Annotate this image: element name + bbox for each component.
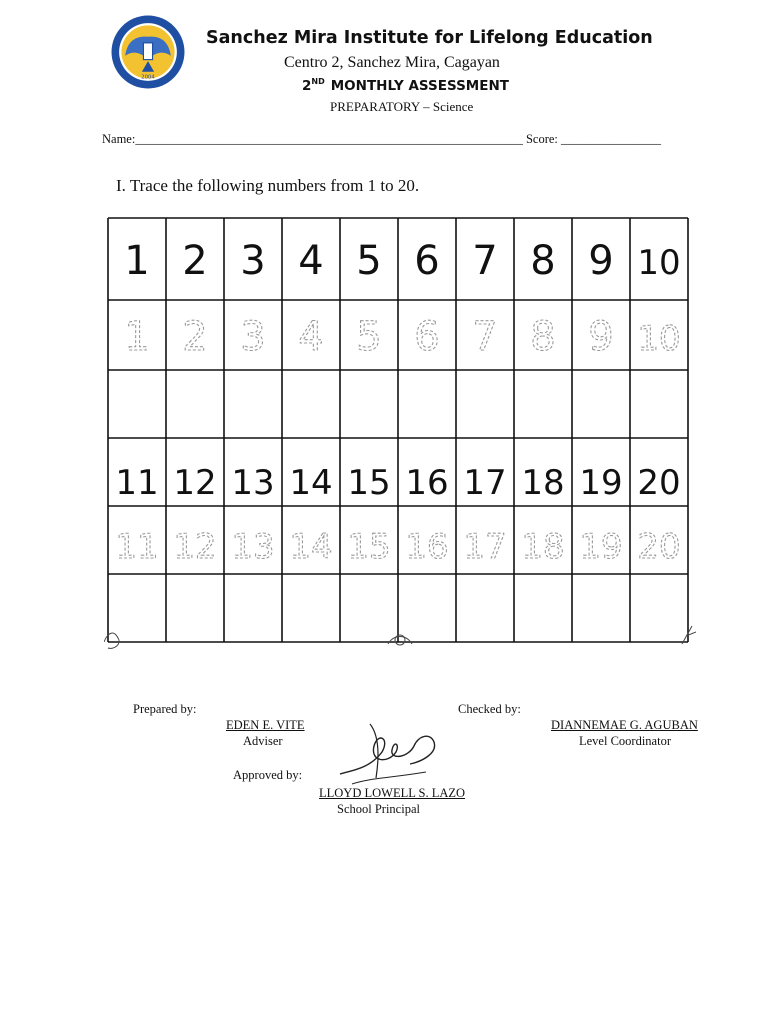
number-solid: 9 [588, 238, 614, 284]
school-name: Sanchez Mira Institute for Lifelong Education [206, 28, 653, 48]
svg-text:2004: 2004 [141, 74, 155, 81]
approved-by-role: School Principal [337, 802, 420, 816]
number-solid: 11 [115, 463, 159, 503]
checked-by-name: DIANNEMAE G. AGUBAN [551, 718, 698, 732]
assessment-title-text: MONTHLY ASSESSMENT [330, 78, 509, 94]
number-trace[interactable]: 13 [231, 527, 275, 567]
number-trace[interactable]: 1 [124, 314, 150, 360]
school-logo-icon [110, 14, 186, 90]
score-blank[interactable]: ________________ [561, 132, 662, 146]
number-trace[interactable]: 6 [414, 314, 440, 360]
name-blank[interactable]: ______________________________________________________________ [135, 132, 523, 146]
prepared-by-role: Adviser [243, 734, 283, 748]
number-trace[interactable]: 7 [472, 314, 498, 360]
number-solid: 3 [240, 238, 266, 284]
number-trace[interactable]: 16 [405, 527, 449, 567]
score-label: Score: [525, 132, 558, 146]
assessment-ordinal: 2 [302, 78, 312, 94]
approved-by-label: Approved by: [233, 768, 303, 782]
number-trace[interactable]: 14 [289, 527, 333, 567]
tracing-grid [104, 214, 696, 654]
number-solid: 2 [182, 238, 208, 284]
number-solid: 1 [124, 238, 150, 284]
checked-by-role: Level Coordinator [579, 734, 671, 748]
subject-line: PREPARATORY – Science [330, 99, 474, 114]
number-solid: 5 [356, 238, 382, 284]
number-solid: 10 [637, 243, 681, 283]
number-trace[interactable]: 8 [530, 314, 556, 360]
number-trace[interactable]: 10 [637, 319, 681, 359]
bottom-center-doodle-icon [388, 635, 412, 645]
bottom-left-doodle-icon [104, 633, 119, 648]
number-trace[interactable]: 2 [182, 314, 208, 360]
name-score-line [102, 132, 661, 147]
prepared-by-name: EDEN E. VITE [226, 718, 305, 732]
number-solid: 7 [472, 238, 498, 284]
number-solid: 13 [231, 463, 275, 503]
number-solid: 16 [405, 463, 449, 503]
checked-by-label: Checked by: [458, 702, 521, 716]
assessment-title [302, 77, 509, 94]
number-solid: 17 [463, 463, 507, 503]
number-solid: 19 [579, 463, 623, 503]
approved-by-name: LLOYD LOWELL S. LAZO [319, 786, 466, 800]
number-solid: 6 [414, 238, 440, 284]
number-solid: 15 [347, 463, 391, 503]
number-solid: 14 [289, 463, 333, 503]
number-solid: 20 [637, 463, 681, 503]
number-trace[interactable]: 17 [463, 527, 507, 567]
number-solid: 8 [530, 238, 556, 284]
number-trace[interactable]: 20 [637, 527, 681, 567]
number-trace[interactable]: 15 [347, 527, 391, 567]
instruction: I. Trace the following numbers from 1 to 20. [116, 176, 420, 195]
name-label: Name: [102, 132, 136, 146]
number-trace[interactable]: 12 [173, 527, 217, 567]
number-trace[interactable]: 11 [115, 527, 159, 567]
school-address: Centro 2, Sanchez Mira, Cagayan [284, 54, 500, 71]
number-solid: 12 [173, 463, 217, 503]
prepared-by-label: Prepared by: [133, 702, 197, 716]
number-trace[interactable]: 5 [356, 314, 382, 360]
number-trace[interactable]: 9 [588, 314, 614, 360]
number-trace[interactable]: 3 [240, 314, 266, 360]
number-trace[interactable]: 18 [521, 527, 565, 567]
handwritten-signature-icon [330, 712, 442, 792]
number-trace[interactable]: 19 [579, 527, 623, 567]
number-solid: 4 [298, 238, 324, 284]
number-solid: 18 [521, 463, 565, 503]
assessment-ordinal-suffix: ND [311, 77, 325, 86]
number-trace[interactable]: 4 [298, 314, 324, 360]
